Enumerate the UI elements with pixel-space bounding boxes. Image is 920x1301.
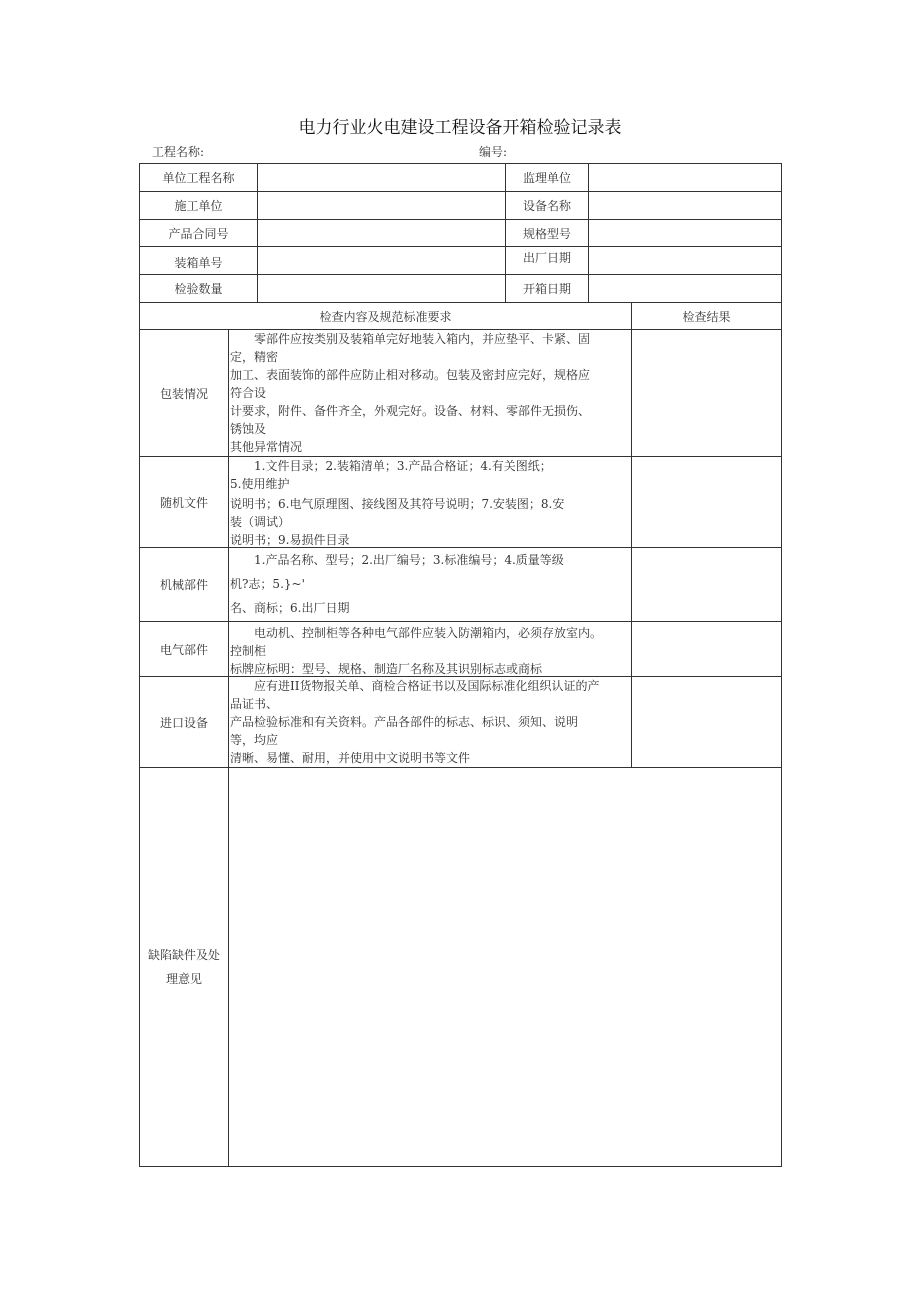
construction-unit-value[interactable]: [258, 192, 505, 219]
packing-list-no-label: 装箱单号: [174, 255, 223, 270]
supervision-unit-value[interactable]: [589, 164, 781, 191]
mechanical-result[interactable]: [632, 548, 781, 621]
electrical-requirements: 电动机、控制柜等各种电气部件应装入防潮箱内，必须存放室内。 控制柜 标牌应标明：型号、规格、制造厂名称及其识别标志或商标: [230, 626, 603, 676]
defects-handling-opinion[interactable]: [229, 768, 781, 1166]
product-contract-no-label: 产品合同号: [168, 226, 229, 241]
number-label: 编号:: [479, 145, 508, 159]
unit-project-name-label: 单位工程名称: [162, 171, 235, 185]
manufacture-date-label: 出厂日期: [522, 250, 571, 265]
mechanical-section-label: 机械部件: [159, 578, 208, 592]
mechanical-requirements: 1.产品名称、型号；2.出厂编号；3.标准编号；4.质量等级 机?志；5.}~' 名、商标；6.出厂日期: [230, 553, 564, 615]
electrical-result[interactable]: [632, 622, 781, 676]
imported-requirements: 应有进II货物报关单、商检合格证书以及国际标准化组织认证的产 品证书、 产品检验标准和有关资料。产品各部件的标志、标识、须知、说明 等，均应 清晰、易懂、耐用，并使用中文说明书等文件: [230, 679, 600, 765]
documents-section-label: 随机文件: [159, 495, 208, 510]
inspection-result-header: 检查结果: [682, 309, 731, 324]
inspection-quantity-label: 检验数量: [174, 282, 223, 296]
spec-model-label: 规格型号: [522, 226, 571, 241]
product-contract-no-value[interactable]: [258, 220, 505, 246]
inspection-quantity-value[interactable]: [258, 275, 505, 302]
imported-result[interactable]: [632, 677, 781, 767]
documents-requirements: 1.文件目录；2.装箱清单；3.产品合格证；4.有关图纸； 5.使用维护 说明书；6.电气原理图、接线图及其符号说明；7.安装图；8.安 装（调试） 说明书；9.易损件目录: [230, 459, 565, 547]
supervision-unit-label: 监理单位: [522, 171, 571, 185]
unpacking-date-value[interactable]: [589, 275, 781, 302]
project-name-label: 工程名称:: [152, 145, 205, 159]
electrical-section-label: 电气部件: [159, 642, 208, 657]
imported-section-label: 进口设备: [159, 715, 208, 730]
packaging-section-label: 包装情况: [159, 386, 208, 401]
defects-section-label: 缺陷缺件及处 理意见: [147, 948, 220, 986]
packaging-result[interactable]: [632, 330, 781, 456]
unit-project-name-value[interactable]: [258, 164, 505, 191]
packaging-requirements: 零部件应按类别及装箱单完好地装入箱内，并应垫平、卡紧、固 定，精密 加工、表面装饰的部件应防止相对移动。包装及密封应完好，规格应 符合设 计要求，附件、备件齐全，外观完好。设备、材料、零部件无损伤、 锈蚀及 其他异常情况: [230, 332, 591, 454]
equipment-name-value[interactable]: [589, 192, 781, 219]
page-title: 电力行业火电建设工程设备开箱检验记录表: [298, 118, 622, 138]
construction-unit-label: 施工单位: [174, 199, 223, 213]
spec-model-value[interactable]: [589, 220, 781, 246]
unpacking-date-label: 开箱日期: [522, 282, 571, 296]
inspection-content-header: 检查内容及规范标准要求: [319, 309, 452, 324]
documents-result[interactable]: [632, 457, 781, 547]
manufacture-date-value[interactable]: [589, 247, 781, 274]
packing-list-no-value[interactable]: [258, 247, 505, 274]
equipment-name-label: 设备名称: [522, 199, 571, 213]
